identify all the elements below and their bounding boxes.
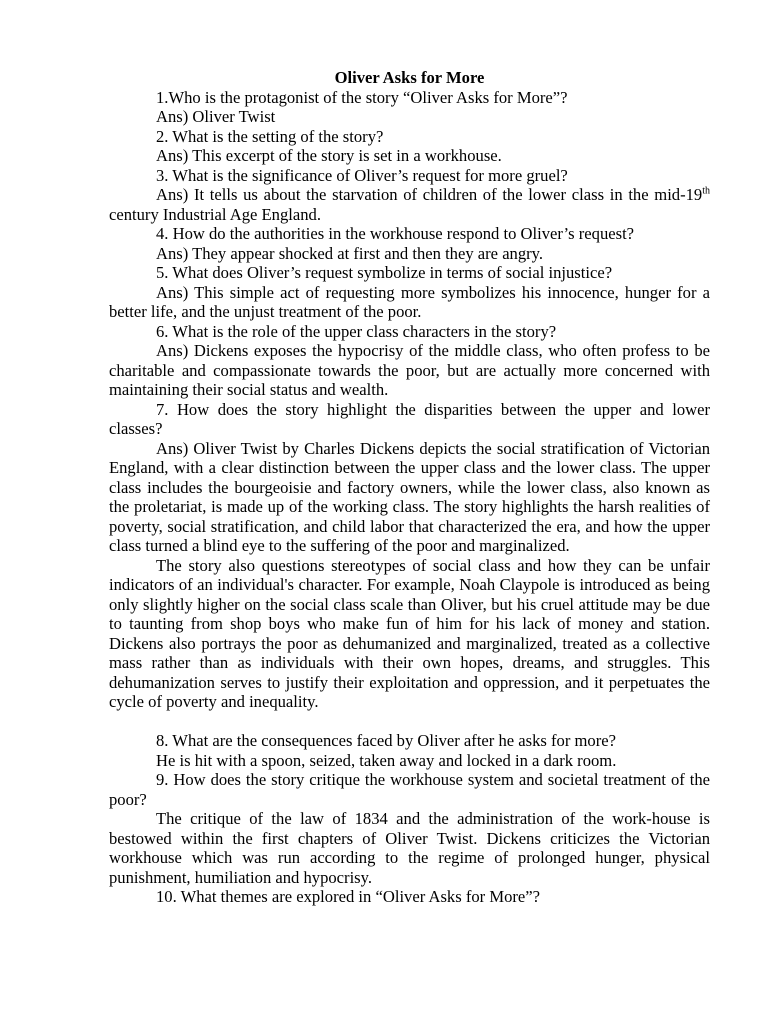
question-3: 3. What is the significance of Oliver’s request for more gruel?: [156, 165, 568, 185]
answer-5: Ans) This simple act of requesting more symbolizes his innocence, hunger for a better life, and the unjust treatment of the poor.: [109, 282, 710, 321]
question-4: 4. How do the authorities in the workhouse respond to Oliver’s request?: [156, 224, 635, 243]
answer-3-text-end: century Industrial Age England.: [109, 204, 321, 224]
answer-7: Ans) Oliver Twist by Charles Dickens depicts the social stratification of Victorian England, with a clear distinction between the upper class and the lower class. The upper class includes the bourgeoisie and factory owners, while the lower class, also known as the proletariat, is made up of the working class. The story highlights the harsh realities of poverty, social stratification, and child labor that characterized the era, and how the upper class turned a blind eye to the suffering of the poor and marginalized.: [109, 438, 710, 555]
answer-6: Ans) Dickens exposes the hypocrisy of the middle class, who often profess to be charitable and compassionate towards the poor, but are actually more concerned with maintaining their social status and wealth.: [109, 341, 710, 399]
answer-9: The critique of the law of 1834 and the administration of the work-house is bestowed within the first chapters of Oliver Twist. Dickens criticizes the Victorian workhouse which was run according to the regime of prolonged hunger, physical punishment, humiliation and hypocrisy.: [109, 809, 710, 887]
answer-4: Ans) They appear shocked at first and then they are angry.: [156, 243, 544, 263]
document-title: Oliver Asks for More: [334, 68, 485, 87]
question-9: 9. How does the story critique the workhouse system and societal treatment of the poor?: [109, 770, 710, 809]
blank-line: [109, 712, 710, 732]
question-6: 6. What is the role of the upper class characters in the story?: [156, 321, 557, 341]
answer-3-text: Ans) It tells us about the starvation of children of the lower class in the mid-19: [156, 185, 703, 204]
question-8: 8. What are the consequences faced by Oliver after he asks for more?: [156, 731, 616, 750]
answer-1: Ans) Oliver Twist: [156, 107, 276, 126]
document-page: [109, 68, 710, 907]
question-10: 10. What themes are explored in “Oliver Asks for More”?: [156, 887, 540, 906]
answer-7-continued: The story also questions stereotypes of social class and how they can be unfair indicators of an individual's character. For example, Noah Claypole is introduced as being only slightly higher on the social class scale than Oliver, but his cruel attitude may be due to taunting from shop boys who make fun of him for his lack of money and station. Dickens also portrays the poor as dehumanized and marginalized, treated as a collective mass rather than as individuals with their own hopes, dreams, and struggles. This dehumanization serves to justify their exploitation and oppression, and it perpetuates the cycle of poverty and inequality.: [109, 555, 710, 711]
answer-3: [109, 185, 710, 224]
answer-8: He is hit with a spoon, seized, taken away and locked in a dark room.: [156, 750, 617, 770]
question-5: 5. What does Oliver’s request symbolize in terms of social injustice?: [156, 263, 613, 282]
question-2: 2. What is the setting of the story?: [156, 126, 384, 146]
question-7: 7. How does the story highlight the disparities between the upper and lower classes?: [109, 399, 710, 438]
question-1: 1.Who is the protagonist of the story “Oliver Asks for More”?: [156, 87, 568, 107]
answer-3-superscript: th: [702, 185, 710, 197]
answer-2: Ans) This excerpt of the story is set in a workhouse.: [156, 146, 502, 165]
